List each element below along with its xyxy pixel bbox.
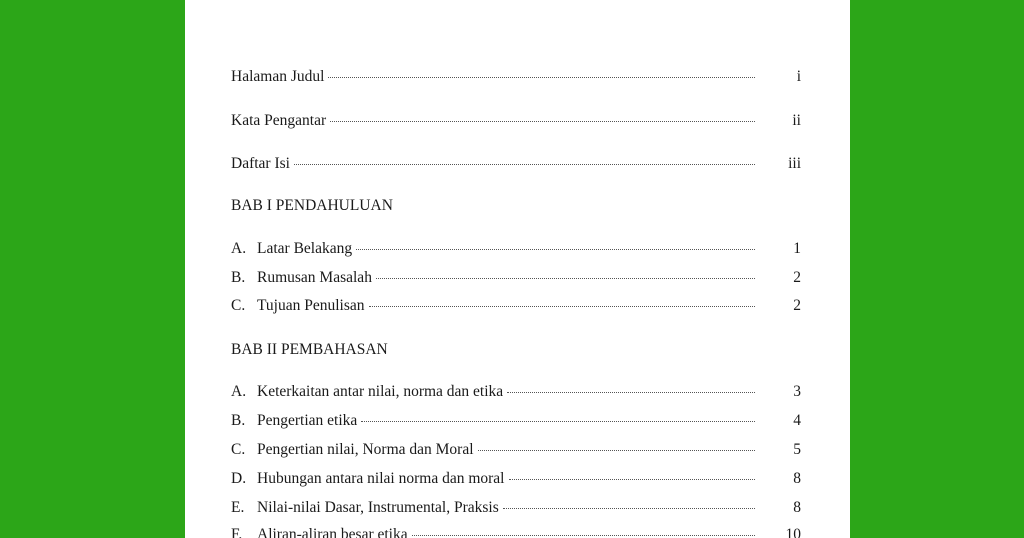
toc-entry xyxy=(231,499,801,519)
dot-leader xyxy=(503,508,755,509)
toc-entry-letter: B. xyxy=(231,269,246,286)
document-page xyxy=(185,0,850,538)
toc-entry-page: 2 xyxy=(793,297,801,314)
dot-leader xyxy=(361,421,755,422)
dot-leader xyxy=(294,164,755,165)
dot-leader xyxy=(369,306,755,307)
toc-entry-title: Pengertian etika xyxy=(257,412,358,429)
toc-entry-title: Rumusan Masalah xyxy=(257,269,372,286)
toc-entry xyxy=(231,383,801,403)
dot-leader xyxy=(376,278,755,279)
toc-entry-title: Hubungan antara nilai norma dan moral xyxy=(257,470,505,487)
dot-leader xyxy=(412,535,755,536)
toc-entry-page: ii xyxy=(792,112,801,129)
toc-entry-letter: D. xyxy=(231,470,247,487)
toc-entry xyxy=(231,297,801,317)
toc-entry-page: iii xyxy=(788,155,801,172)
chapter-heading: BAB I PENDAHULUAN xyxy=(231,197,393,214)
toc-entry-letter: A. xyxy=(231,240,247,257)
dot-leader xyxy=(330,121,755,122)
dot-leader xyxy=(356,249,755,250)
toc-entry-page: 1 xyxy=(793,240,801,257)
toc-entry-title: Keterkaitan antar nilai, norma dan etika xyxy=(257,383,504,400)
dot-leader xyxy=(328,77,755,78)
toc-entry-letter: B. xyxy=(231,412,246,429)
toc-entry xyxy=(231,68,801,88)
toc-entry-title: Tujuan Penulisan xyxy=(257,297,365,314)
toc-entry-page: 2 xyxy=(793,269,801,286)
toc-entry-title: Kata Pengantar xyxy=(231,112,327,129)
toc-entry-letter: C. xyxy=(231,297,246,314)
toc-entry-title: Nilai-nilai Dasar, Instrumental, Praksis xyxy=(257,499,499,516)
toc-entry xyxy=(231,412,801,432)
toc-entry-letter: E. xyxy=(231,499,245,516)
dot-leader xyxy=(507,392,755,393)
toc-entry-page: i xyxy=(796,68,801,85)
toc-entry-letter: F. xyxy=(231,526,243,538)
toc-entry-title: Aliran-aliran besar etika xyxy=(257,526,408,538)
toc-entry-title: Daftar Isi xyxy=(231,155,290,172)
toc-entry xyxy=(231,269,801,289)
toc-entry xyxy=(231,240,801,260)
chapter-heading: BAB II PEMBAHASAN xyxy=(231,341,388,358)
toc-entry-title: Halaman Judul xyxy=(231,68,325,85)
toc-entry-page: 8 xyxy=(793,499,801,516)
toc-entry xyxy=(231,112,801,132)
dot-leader xyxy=(509,479,756,480)
toc-entry-page: 10 xyxy=(785,526,801,538)
toc-entry xyxy=(231,155,801,175)
toc-entry-page: 8 xyxy=(793,470,801,487)
toc-entry-title: Pengertian nilai, Norma dan Moral xyxy=(257,441,474,458)
toc-entry xyxy=(231,526,801,538)
toc-entry xyxy=(231,441,801,461)
toc-entry-page: 5 xyxy=(793,441,801,458)
toc-entry-page: 4 xyxy=(793,412,801,429)
toc-entry-letter: A. xyxy=(231,383,247,400)
toc-entry-title: Latar Belakang xyxy=(257,240,353,257)
toc-entry-letter: C. xyxy=(231,441,246,458)
toc-entry-page: 3 xyxy=(793,383,801,400)
dot-leader xyxy=(478,450,755,451)
toc-entry xyxy=(231,470,801,490)
